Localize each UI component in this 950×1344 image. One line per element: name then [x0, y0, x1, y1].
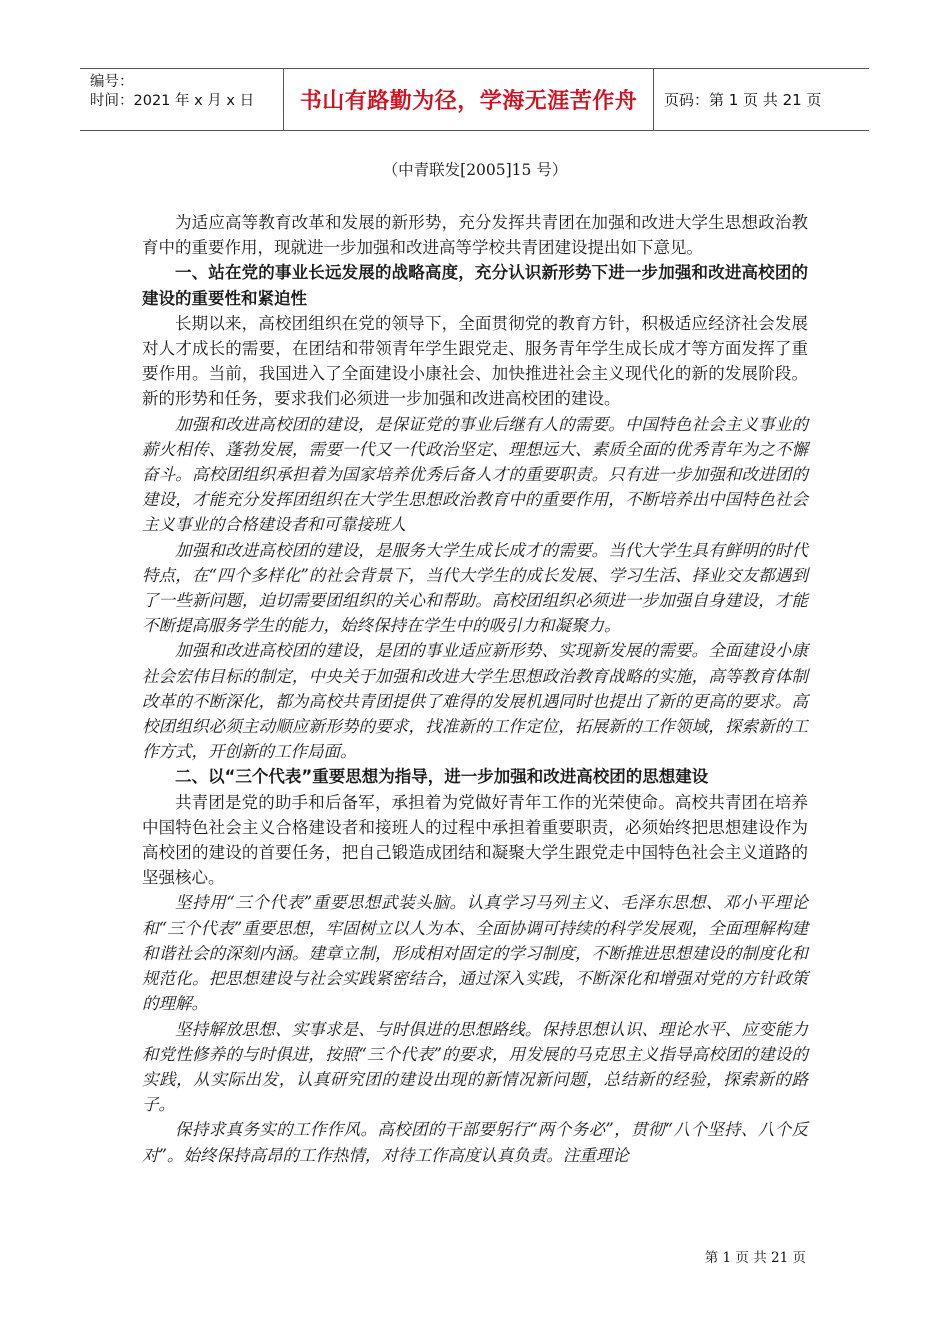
paragraph: 加强和改进高校团的建设，是服务大学生成长成才的需要。当代大学生具有鲜明的时代特点，在“四个多样化”的社会背景下，当代大学生的成长发展、学习生活、择业交友都遇到了一些新问题，迫切需要团组织的关心和帮助。高校团组织必须进一步加强自身建设，才能不断提高服务学生的能力，始终保持在学生中的吸引力和凝聚力。 — [142, 540, 808, 636]
page-footer: 第 1 页 共 21 页 — [704, 1250, 806, 1266]
paragraph: 加强和改进高校团的建设，是团的事业适应新形势、实现新发展的需要。全面建设小康社会宏伟目标的制定，中央关于加强和改进大学生思想政治教育战略的实施，高等教育体制改革的不断深化，都为高校共青团提供了难得的发展机遇同时也提出了新的更高的要求。高校团组织必须主动顺应新形势的要求，找准新的工作定位，拓展新的工作领域，探索新的工作方式，开创新的工作局面。 — [142, 641, 808, 762]
header-meta — [80, 69, 283, 130]
section-heading-1: 一、站在党的事业长远发展的战略高度，充分认识新形势下进一步加强和改进高校团的建设的重要性和紧迫性 — [142, 263, 808, 308]
paragraph: 坚持用“三个代表”重要思想武装头脑。认真学习马列主义、毛泽东思想、邓小平理论和“三个代表”重要思想，牢固树立以人为本、全面协调可持续的科学发展观，全面理解构建和谐社会的深刻内涵。建章立制，形成相对固定的学习制度，不断推进思想建设的制度化和规范化。把思想建设与社会实践紧密结合，通过深入实践，不断深化和增强对党的方针政策的理解。 — [142, 893, 808, 1014]
header-motto-cell — [283, 69, 654, 130]
number-label: 编号： — [90, 74, 134, 90]
paragraph: 长期以来，高校团组织在党的领导下，全面贯彻党的教育方针，积极适应经济社会发展对人才成长的需要，在团结和带领青年学生跟党走、服务青年学生成长成才等方面发挥了重要作用。当前，我国进入了全面建设小康社会、加快推进社会主义现代化的新的发展阶段。新的形势和任务，要求我们必须进一步加强和改进高校团的建设。 — [142, 313, 808, 409]
paragraph-intro: 为适应高等教育改革和发展的新形势，充分发挥共青团在加强和改进大学生思想政治教育中的重要作用，现就进一步加强和改进高等学校共青团建设提出如下意见。 — [142, 213, 808, 258]
paragraph: 共青团是党的助手和后备军，承担着为党做好青年工作的光荣使命。高校共青团在培养中国特色社会主义合格建设者和接班人的过程中承担着重要职责，必须始终把思想建设作为高校团的建设的首要任务，把自己锻造成团结和凝聚大学生跟党走中国特色社会主义道路的坚强核心。 — [142, 792, 808, 888]
document-number: （中青联发[2005]15 号） — [382, 161, 568, 179]
motto-text: 书山有路勤为径，学海无涯苦作舟 — [299, 89, 638, 114]
section-heading-2: 二、以“三个代表”重要思想为指导，进一步加强和改进高校团的思想建设 — [175, 767, 709, 787]
header-page-cell — [654, 69, 869, 130]
document-header — [80, 68, 869, 131]
header-page-label: 页码：第 1 页 共 21 页 — [664, 91, 822, 109]
paragraph: 坚持解放思想、实事求是、与时俱进的思想路线。保持思想认识、理论水平、应变能力和党性修养的与时俱进，按照“三个代表”的要求，用发展的马克思主义指导高校团的建设的实践，从实际出发，认真研究团的建设出现的新情况新问题，总结新的经验，探索新的路子。 — [142, 1019, 808, 1115]
paragraph: 加强和改进高校团的建设，是保证党的事业后继有人的需要。中国特色社会主义事业的薪火相传、蓬勃发展，需要一代又一代政治坚定、理想远大、素质全面的优秀青年为之不懈奋斗。高校团组织承担着为国家培养优秀后备人才的重要职责。只有进一步加强和改进团的建设，才能充分发挥团组织在大学生思想政治教育中的重要作用，不断培养出中国特色社会主义事业的合格建设者和可靠接班人 — [142, 414, 808, 535]
paragraph: 保持求真务实的工作作风。高校团的干部要躬行“两个务必”，贯彻“八个坚持、八个反对”。始终保持高昂的工作热情，对待工作高度认真负责。注重理论 — [142, 1120, 808, 1165]
document-body — [142, 158, 808, 1168]
time-label: 时间：2021 年 x 月 x 日 — [90, 93, 255, 109]
